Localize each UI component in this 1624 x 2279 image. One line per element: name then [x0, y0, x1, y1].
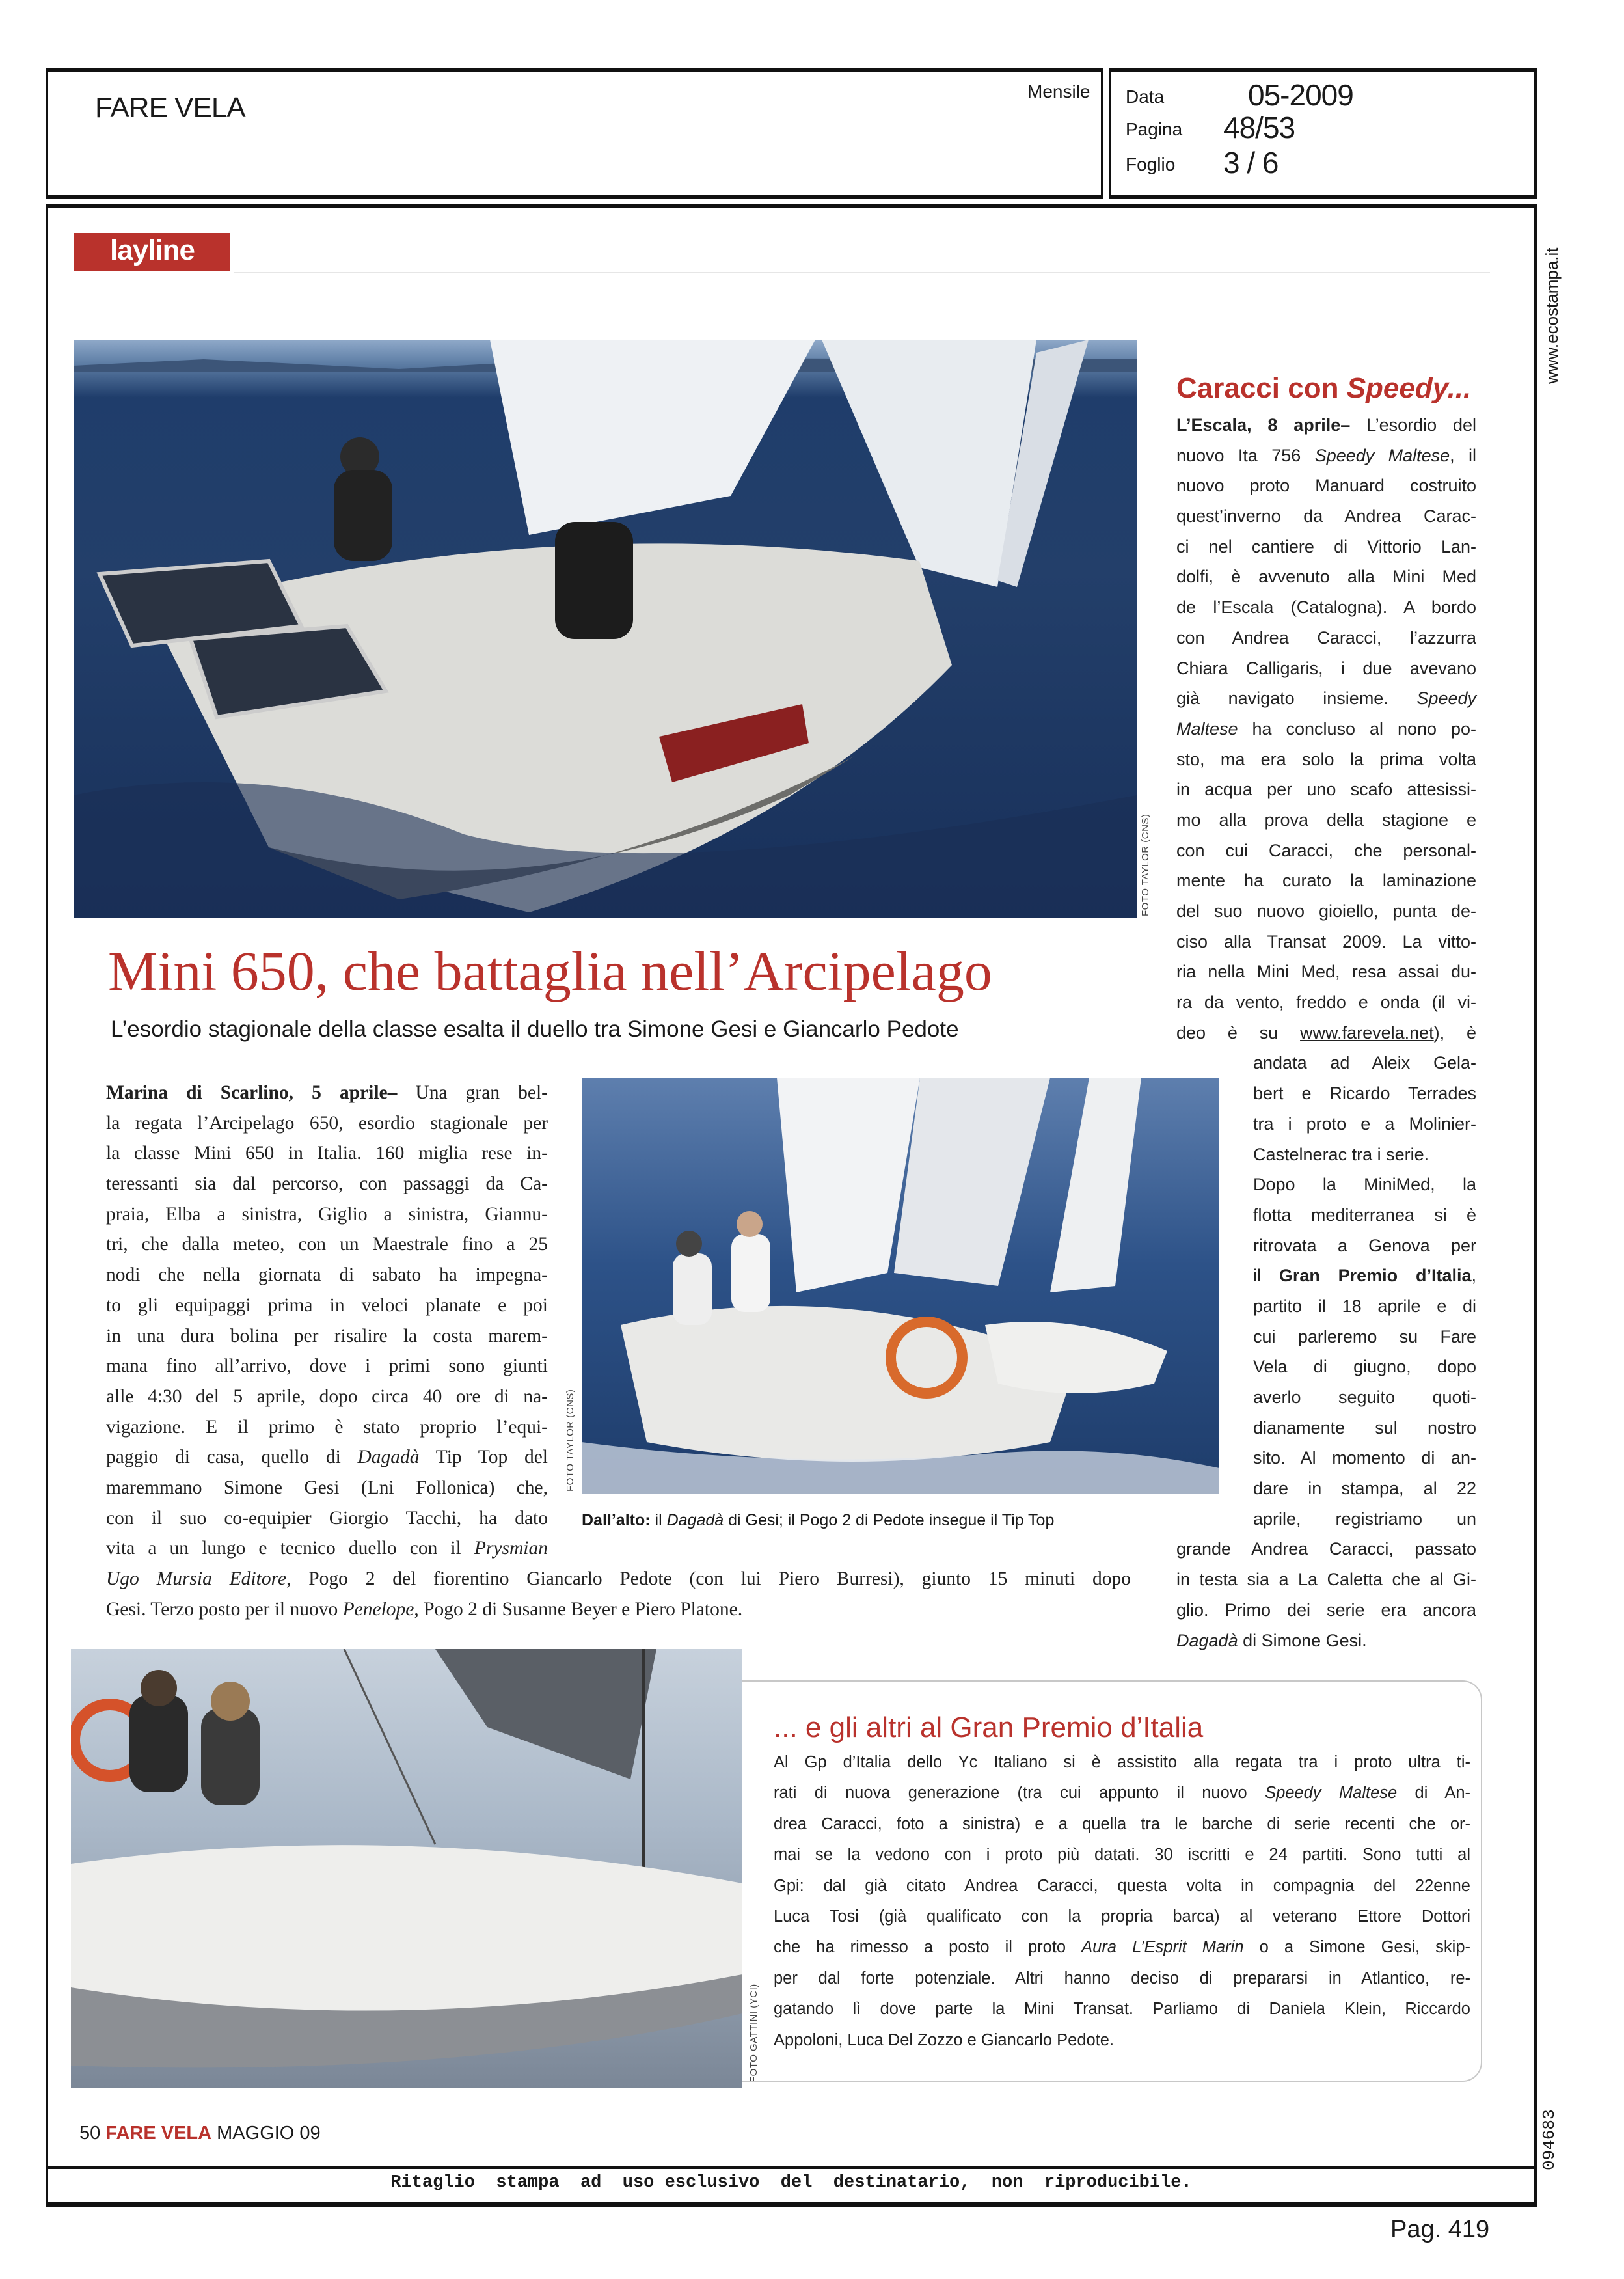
text-run: sto, ma era solo la prima volta	[1176, 749, 1476, 769]
text-run: la classe Mini 650 in Italia. 160 miglia rese in-	[106, 1143, 548, 1164]
text-run: deo è su	[1176, 1022, 1301, 1043]
text-run: sito. Al momento di an-	[1253, 1448, 1476, 1468]
website-link[interactable]: www.farevela.net	[1300, 1022, 1434, 1043]
text-run: dare in stampa, al 22	[1253, 1479, 1476, 1499]
text-run: bert e Ricardo Terrades	[1253, 1084, 1476, 1104]
text-line	[1253, 1109, 1476, 1140]
text-run: Pogo 2 del fiorentino Giancarlo Pedote (con lui Piero Burresi), giunto 15 minuti dopo	[291, 1568, 1131, 1589]
text-line	[106, 1412, 548, 1443]
text-run: tri, che dalla meteo, con un Maestrale fino a 25	[106, 1234, 548, 1255]
italic-run: Dagadà	[1176, 1630, 1238, 1650]
text-line	[774, 1902, 1470, 1932]
italic-run: Penelope	[342, 1598, 414, 1620]
text-run: nodi che nella giornata di sabato ha impegna-	[106, 1264, 548, 1286]
text-run: cui parleremo su Fare	[1253, 1326, 1476, 1346]
frequency-label: Mensile	[1027, 81, 1090, 102]
publication-name: FARE VELA	[95, 92, 245, 124]
text-line	[1176, 471, 1476, 501]
header-meta-box	[1109, 68, 1537, 199]
page-label: Pagina	[1126, 119, 1183, 139]
photo-speedy-maltese-illustration	[71, 1649, 742, 2088]
text-run: Chiara Calligaris, i due avevano	[1176, 658, 1476, 678]
text-run: andata ad Aleix Gela-	[1253, 1053, 1476, 1073]
text-run: ritrovata a Genova per	[1253, 1235, 1476, 1255]
text-run: rati di nuova generazione (tra cui appunto il nuovo	[774, 1784, 1265, 1803]
text-run: mo alla prova della stagione e	[1176, 810, 1476, 830]
text-line	[774, 1840, 1470, 1870]
text-run: mente ha curato la laminazione	[1176, 871, 1476, 891]
text-line	[1253, 1200, 1476, 1231]
header-publication-box	[46, 68, 1103, 199]
photo-two-boats-illustration	[582, 1078, 1219, 1494]
text-run: nuovo proto Manuard costruito	[1176, 476, 1476, 496]
text-line	[1176, 957, 1476, 987]
text-run: vigazione. E il primo è stato proprio l’equi-	[106, 1416, 548, 1438]
folio-issue: MAGGIO 09	[217, 2123, 321, 2144]
text-run: Vela di giugno, dopo	[1253, 1357, 1476, 1377]
text-run: in acqua per uno scafo attesissi-	[1176, 780, 1476, 800]
text-run: ha concluso al nono po-	[1238, 718, 1476, 739]
text-run: drea Caracci, foto a sinistra) e a quella tra le barche di serie recenti che or-	[774, 1814, 1470, 1833]
text-run: glio. Primo dei serie era ancora	[1176, 1600, 1476, 1620]
bold-run: Marina di Scarlino, 5 aprile–	[106, 1082, 398, 1103]
text-run: Gesi. Terzo posto per il nuovo	[106, 1598, 343, 1620]
archive-page-number: Pag. 419	[1390, 2216, 1490, 2243]
text-line	[1176, 592, 1476, 623]
text-line	[1176, 562, 1476, 592]
text-run: Al Gp d’Italia dello Yc Italiano si è assistito alla regata tra i proto ultra ti-	[774, 1753, 1470, 1771]
text-line	[1253, 1078, 1476, 1109]
text-run: mai se la vedono con i proto più datati. 30 iscritti e 24 partiti. Sono tutti al	[774, 1846, 1470, 1864]
text-line	[106, 1260, 548, 1290]
text-run: Tip Top del	[419, 1447, 548, 1468]
text-run: già navigato insieme.	[1176, 689, 1417, 709]
text-line	[1253, 1322, 1476, 1352]
text-run: gatando lì dove parte la Mini Transat. Parliamo di Daniela Klein, Riccardo	[774, 2000, 1470, 2019]
text-run: grande Andrea Caracci, passato	[1176, 1539, 1476, 1559]
text-line	[774, 1747, 1470, 1778]
text-run: flotta mediterranea si è	[1253, 1205, 1476, 1225]
text-line	[774, 1809, 1470, 1840]
text-run: dolfi, è avvenuto alla Mini Med	[1176, 567, 1476, 587]
box-title: ... e gli altri al Gran Premio d’Italia	[774, 1712, 1204, 1743]
text-line	[774, 1932, 1470, 1963]
text-line	[1253, 1352, 1476, 1382]
text-line	[1176, 410, 1476, 441]
text-run: quest’inverno da Andrea Carac-	[1176, 506, 1476, 526]
text-run: ra da vento, freddo e onda (il vi-	[1176, 992, 1476, 1013]
text-line	[1176, 866, 1476, 896]
text-run: , il	[1450, 445, 1477, 465]
text-run: mana fino all’arrivo, dove i primi sono giunti	[106, 1356, 548, 1377]
photo-speedy-maltese	[71, 1649, 742, 2088]
folio	[79, 2123, 321, 2144]
italic-run: Speedy Maltese	[1265, 1784, 1398, 1803]
text-line	[1176, 927, 1476, 957]
text-run: Una gran bel-	[397, 1082, 548, 1103]
bold-run: Gran Premio d’Italia	[1279, 1266, 1472, 1286]
article-subtitle: L’esordio stagionale della classe esalta il duello tra Simone Gesi e Giancarlo Pedote	[111, 1017, 959, 1042]
text-line	[106, 1382, 548, 1412]
photo-credit-1: FOTO TAYLOR (CNS)	[1140, 813, 1151, 916]
italic-run: Speedy Maltese	[1314, 445, 1450, 465]
sidebar-title-italic: Speedy...	[1346, 372, 1472, 404]
text-line	[1176, 532, 1476, 562]
page-value: 48/53	[1223, 111, 1295, 144]
photo-sailboat-illustration	[74, 340, 1137, 918]
text-line	[106, 1138, 548, 1169]
bold-run: L’Escala, 8 aprile–	[1176, 415, 1351, 435]
text-line	[1176, 896, 1476, 927]
caption-lead: Dall’alto:	[582, 1511, 651, 1529]
folio-page-number: 50	[79, 2123, 101, 2144]
text-line	[1176, 653, 1476, 684]
text-line	[106, 1199, 548, 1230]
text-run: teressanti sia dal percorso, con passaggi da Ca-	[106, 1173, 548, 1195]
text-line	[106, 1290, 548, 1321]
italic-run: Dagadà	[357, 1447, 420, 1468]
folio-magazine: FARE VELA	[105, 2123, 212, 2144]
text-run: averlo seguito quoti-	[1253, 1387, 1476, 1407]
text-run: praia, Elba a sinistra, Giglio a sinistra, Giannu-	[106, 1203, 548, 1225]
text-line	[1176, 714, 1476, 744]
section-tag-label: layline	[110, 234, 195, 266]
text-line	[1253, 1413, 1476, 1443]
text-run: ria nella Mini Med, resa assai du-	[1176, 962, 1476, 982]
text-run: del suo nuovo gioiello, punta de-	[1176, 901, 1476, 921]
caption-boat: Dagadà	[666, 1511, 724, 1529]
text-line	[1253, 1169, 1476, 1200]
text-run: nuovo Ita 756	[1176, 445, 1315, 465]
text-line	[1176, 501, 1476, 532]
text-line	[774, 1778, 1470, 1808]
text-line	[1253, 1261, 1476, 1291]
text-line	[106, 1229, 548, 1260]
text-run: Gpi: dal già citato Andrea Caracci, questa volta in compagnia del 22enne	[774, 1876, 1470, 1895]
photo-two-boats	[582, 1078, 1219, 1494]
sidebar-body	[1176, 410, 1476, 1656]
text-run: , Pogo 2 di Susanne Beyer e Piero Platone.	[414, 1598, 743, 1620]
text-run: de l’Escala (Catalogna). A bordo	[1176, 597, 1476, 618]
text-line	[1176, 1534, 1476, 1564]
text-line	[1176, 987, 1476, 1018]
text-run: L’esordio del	[1350, 415, 1476, 435]
article-title: Mini 650, che battaglia nell’Arcipelago	[108, 940, 992, 1002]
footer-divider	[46, 2166, 1537, 2169]
italic-run: Aura L’Esprit Marin	[1081, 1938, 1244, 1957]
archive-code-vertical: 094683	[1539, 2109, 1559, 2170]
text-line	[1176, 1564, 1476, 1595]
text-line	[1176, 836, 1476, 866]
text-line	[106, 1533, 548, 1564]
section-tag	[74, 233, 230, 271]
caption-rest: di Gesi; il Pogo 2 di Pedote insegue il Tip Top	[724, 1511, 1055, 1529]
date-value: 05-2009	[1248, 78, 1353, 112]
text-run: di An-	[1397, 1784, 1470, 1803]
text-run: to gli equipaggi prima in veloci planate e poi	[106, 1294, 548, 1316]
text-line	[1176, 623, 1476, 653]
italic-run: Maltese	[1176, 718, 1238, 739]
text-line	[1253, 1291, 1476, 1322]
text-run: con il suo co-equipier Giorgio Tacchi, ha dato	[106, 1507, 548, 1529]
sheet-label: Foglio	[1126, 154, 1176, 174]
text-line	[1253, 1140, 1476, 1170]
text-run: con Andrea Caracci, l’azzurra	[1176, 627, 1476, 648]
text-run: la regata l’Arcipelago 650, esordio stagionale per	[106, 1112, 548, 1134]
caption-pre: il	[650, 1511, 667, 1529]
photo-caption	[582, 1511, 1054, 1530]
text-run: o a Simone Gesi, skip-	[1243, 1938, 1470, 1957]
text-line	[1176, 683, 1476, 714]
reproduction-notice: Ritaglio stampa ad uso esclusivo del destinatario, non riproducibile.	[390, 2173, 1192, 2192]
text-line	[774, 1963, 1470, 1994]
text-line	[1253, 1382, 1476, 1413]
text-line	[1176, 441, 1476, 471]
photo-sailboat-solar-panels	[74, 340, 1137, 918]
text-line	[106, 1442, 548, 1473]
text-line	[106, 1564, 1131, 1594]
text-line	[774, 1994, 1470, 2025]
photo-credit-3: FOTO GATTINI (YCI)	[748, 1984, 759, 2082]
text-run: ci nel cantiere di Vittorio Lan-	[1176, 536, 1476, 556]
text-line	[1176, 744, 1476, 775]
box-body	[774, 1747, 1470, 2056]
text-run: con cui Caracci, che personal-	[1176, 840, 1476, 860]
text-line	[1176, 1018, 1476, 1048]
text-run: Castelnerac tra i serie.	[1253, 1144, 1429, 1164]
text-run: Dopo la MiniMed, la	[1253, 1175, 1476, 1195]
text-line	[106, 1473, 548, 1503]
text-line	[1176, 1595, 1476, 1626]
text-line	[1176, 1626, 1476, 1656]
text-run: aprile, registriamo un	[1253, 1508, 1476, 1529]
photo-credit-2: FOTO TAYLOR (CNS)	[565, 1389, 576, 1492]
italic-run: Ugo Mursia Editore,	[106, 1568, 291, 1589]
text-line	[1253, 1231, 1476, 1261]
text-line	[774, 1871, 1470, 1902]
text-line	[106, 1108, 548, 1139]
text-run: Appoloni, Luca Del Zozzo e Giancarlo Pedote.	[774, 2030, 1115, 2049]
text-run: ciso alla Transat 2009. La vitto-	[1176, 931, 1476, 951]
sheet-value: 3 / 6	[1223, 146, 1279, 180]
text-run: il	[1253, 1266, 1279, 1286]
text-run: maremmano Simone Gesi (Lni Follonica) che,	[106, 1477, 548, 1498]
date-label: Data	[1126, 87, 1165, 107]
text-run: partito il 18 aprile e di	[1253, 1296, 1476, 1316]
text-run: alle 4:30 del 5 aprile, dopo circa 40 ore di na-	[106, 1385, 548, 1407]
text-run: ), è	[1433, 1022, 1476, 1043]
text-run: che ha rimesso a posto il proto	[774, 1938, 1082, 1957]
text-line	[1176, 774, 1476, 805]
text-run: Luca Tosi (già qualificato con la propria barca) al veterano Ettore Dottori	[774, 1907, 1470, 1926]
text-line	[106, 1351, 548, 1382]
text-line	[1176, 805, 1476, 836]
text-line	[1253, 1504, 1476, 1535]
text-run: in testa sia a La Caletta che al Gi-	[1176, 1570, 1476, 1590]
text-line	[1253, 1473, 1476, 1504]
text-line	[106, 1594, 1131, 1625]
text-run: paggio di casa, quello di	[106, 1447, 358, 1468]
sidebar-title-text: Caracci con	[1176, 372, 1347, 404]
text-run: vita a un lungo e tecnico duello con il	[106, 1538, 474, 1559]
text-line	[774, 2025, 1470, 2056]
text-line	[1253, 1048, 1476, 1078]
italic-run: Speedy	[1416, 689, 1476, 709]
text-run: di Simone Gesi.	[1238, 1630, 1367, 1650]
text-line	[106, 1169, 548, 1199]
text-run: in una dura bolina per risalire la costa marem-	[106, 1325, 548, 1346]
sidebar-title	[1176, 372, 1471, 405]
text-run: tra i proto e a Molinier-	[1253, 1113, 1476, 1134]
italic-run: Prysmian	[474, 1538, 548, 1559]
website-vertical: www.ecostampa.it	[1542, 247, 1562, 384]
section-rule	[234, 272, 1490, 273]
text-line	[106, 1503, 548, 1534]
text-run: dianamente sul nostro	[1253, 1417, 1476, 1438]
text-line	[106, 1321, 548, 1352]
text-run: ,	[1471, 1266, 1477, 1286]
text-line	[1253, 1443, 1476, 1473]
text-run: per dal forte potenziale. Altri hanno deciso di prepararsi in Atlantico, re-	[774, 1969, 1470, 1987]
text-line	[106, 1078, 548, 1108]
